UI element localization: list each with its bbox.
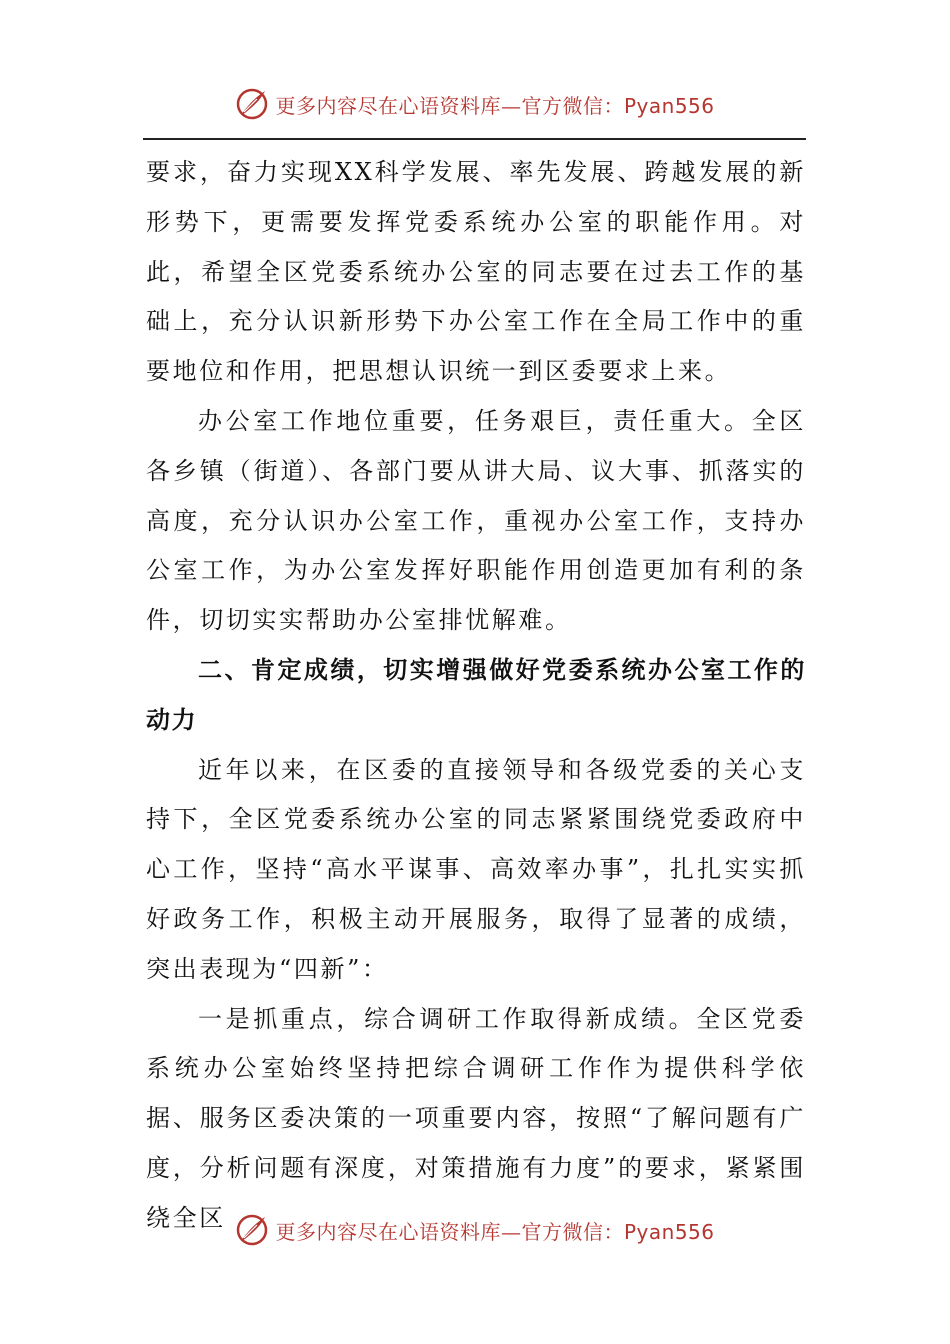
footer-banner-text	[275, 1216, 714, 1245]
section-heading: 二、肯定成绩，切实增强做好党委系统办公室工作的动力	[146, 655, 806, 734]
footer-banner	[0, 1210, 950, 1250]
paragraph: 近年以来，在区委的直接领导和各级党委的关心支持下，全区党委系统办公室的同志紧紧围绕党委政府中心工作，坚持“高水平谋事、高效率办事”，扎扎实实抓好政务工作，积极主动开展服务，取得了显著的成绩，突出表现为“四新”：	[146, 755, 806, 983]
footer-banner-inner	[235, 1213, 714, 1247]
header-divider	[143, 138, 806, 140]
header-banner-text	[275, 90, 714, 119]
header-banner-inner	[235, 87, 714, 121]
footer-banner-label: 更多内容尽在心语资料库—官方微信：	[275, 1219, 624, 1244]
header-banner-label: 更多内容尽在心语资料库—官方微信：	[275, 93, 624, 118]
header-banner	[0, 84, 950, 124]
paragraph: 一是抓重点，综合调研工作取得新成绩。全区党委系统办公室始终坚持把综合调研工作作为提供科学依据、服务区委决策的一项重要内容，按照“了解问题有广度，分析问题有深度，对策措施有力度”的要求，紧紧围绕全区	[146, 1004, 806, 1232]
quill-logo-icon	[235, 87, 269, 121]
paragraph-continued: 要求，奋力实现XX科学发展、率先发展、跨越发展的新形势下，更需要发挥党委系统办公室的职能作用。对此，希望全区党委系统办公室的同志要在过去工作的基础上，充分认识新形势下办公室工作在全局工作中的重要地位和作用，把思想认识统一到区委要求上来。	[146, 158, 806, 386]
paragraph: 办公室工作地位重要，任务艰巨，责任重大。全区各乡镇（街道）、各部门要从讲大局、议大事、抓落实的高度，充分认识办公室工作，重视办公室工作，支持办公室工作，为办公室发挥好职能作用创造更加有利的条件，切切实实帮助办公室排忧解难。	[146, 406, 806, 635]
footer-wechat-id: Pyan556	[623, 1219, 715, 1244]
header-wechat-id: Pyan556	[623, 93, 715, 118]
document-body	[146, 148, 806, 1244]
quill-logo-icon	[235, 1213, 269, 1247]
